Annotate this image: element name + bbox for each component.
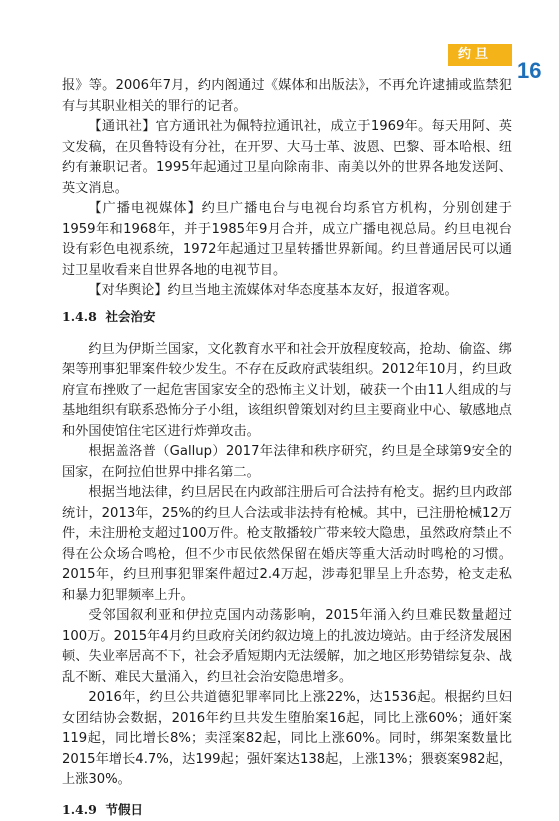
page-number: 16 [517,58,542,83]
section-heading-holidays [62,799,512,821]
paragraph-firearms: 根据当地法律，约旦居民在内政部注册后可合法持有枪支。据约旦内政部统计，2013年，25%的约旦人合法或非法持有枪械。其中，已注册枪械12万件，未注册枪支超过100万件。枪支散播较广带来较大隐患，虽然政府禁止不得在公众场合鸣枪，但不少市民依然保留在婚庆等重大活动时鸣枪的习惯。2015年，约旦刑事犯罪案件超过2.4万起，涉毒犯罪呈上升态势，枪支走私和暴力犯罪频率上升。 [62,485,512,603]
section-number: 1.4.9 [62,801,97,817]
paragraph-media-law: 报》等。2006年7月，约内阁通过《媒体和出版法》，不再允许逮捕或监禁犯有与其职业相关的罪行的记者。 [62,78,512,114]
paragraph-refugees: 受邻国叙利亚和伊拉克国内动荡影响，2015年涌入约旦难民数量超过100万。2015年4月约旦政府关闭约叙边境上的扎波边境站。由于经济发展困顿、失业率居高不下，社会矛盾短期内无法缓解，加之地区形势错综复杂、战乱不断、难民大量涌入，约旦社会治安隐患增多。 [62,608,512,685]
paragraph-crime-stats-2016: 2016年，约旦公共道德犯罪率同比上涨22%，达1536起。根据约旦妇女团结协会数据，2016年约旦共发生堕胎案16起，同比上涨60%；通奸案119起，同比增长8%；卖淫案82起，同比上涨60%。同时，绑架案数量比2015年增长4.7%，达199起；强奸案达138起，上涨13%；猥亵案982起，上涨30%。 [62,690,512,787]
section-number: 1.4.8 [62,308,97,324]
paragraph-gallup-ranking: 根据盖洛普（Gallup）2017年法律和秩序研究，约旦是全球第9安全的国家，在阿拉伯世界中排名第二。 [62,444,512,480]
paragraph-news-agency: 【通讯社】官方通讯社为佩特拉通讯社，成立于1969年。每天用阿、英文发稿，在贝鲁特设有分社，在开罗、大马士革、波恩、巴黎、哥本哈根、纽约有兼职记者。1995年起通过卫星向除南非、南美以外的世界各地发送阿、英文消息。 [62,119,512,196]
paragraph-china-opinion: 【对华舆论】约旦当地主流媒体对华态度基本友好，报道客观。 [88,283,458,298]
paragraph-broadcast-media: 【广播电视媒体】约旦广播电台与电视台均系官方机构，分别创建于1959年和1968年，并于1985年9月合并，成立广播电视总局。约旦电视台设有彩色电视系统，1972年起通过卫星转播世界新闻。约旦普通居民可以通过卫星收看来自世界各地的电视节目。 [62,201,512,278]
section-title: 节假日 [105,801,144,817]
running-header-title: 约旦 [458,47,493,62]
page-content [62,76,512,821]
paragraph-security-overview: 约旦为伊斯兰国家，文化教育水平和社会开放程度较高，抢劫、偷盗、绑架等刑事犯罪案件较少发生。不存在反政府武装组织。2012年10月，约旦政府宣布挫败了一起危害国家安全的恐怖主义计划，破获一个由11人组成的与基地组织有联系恐怖分子小组，该组织曾策划对约旦主要商业中心、敏感地点和外国使馆住宅区进行炸弹攻击。 [62,341,512,439]
section-title: 社会治安 [105,308,156,324]
section-heading-public-security [62,306,512,328]
